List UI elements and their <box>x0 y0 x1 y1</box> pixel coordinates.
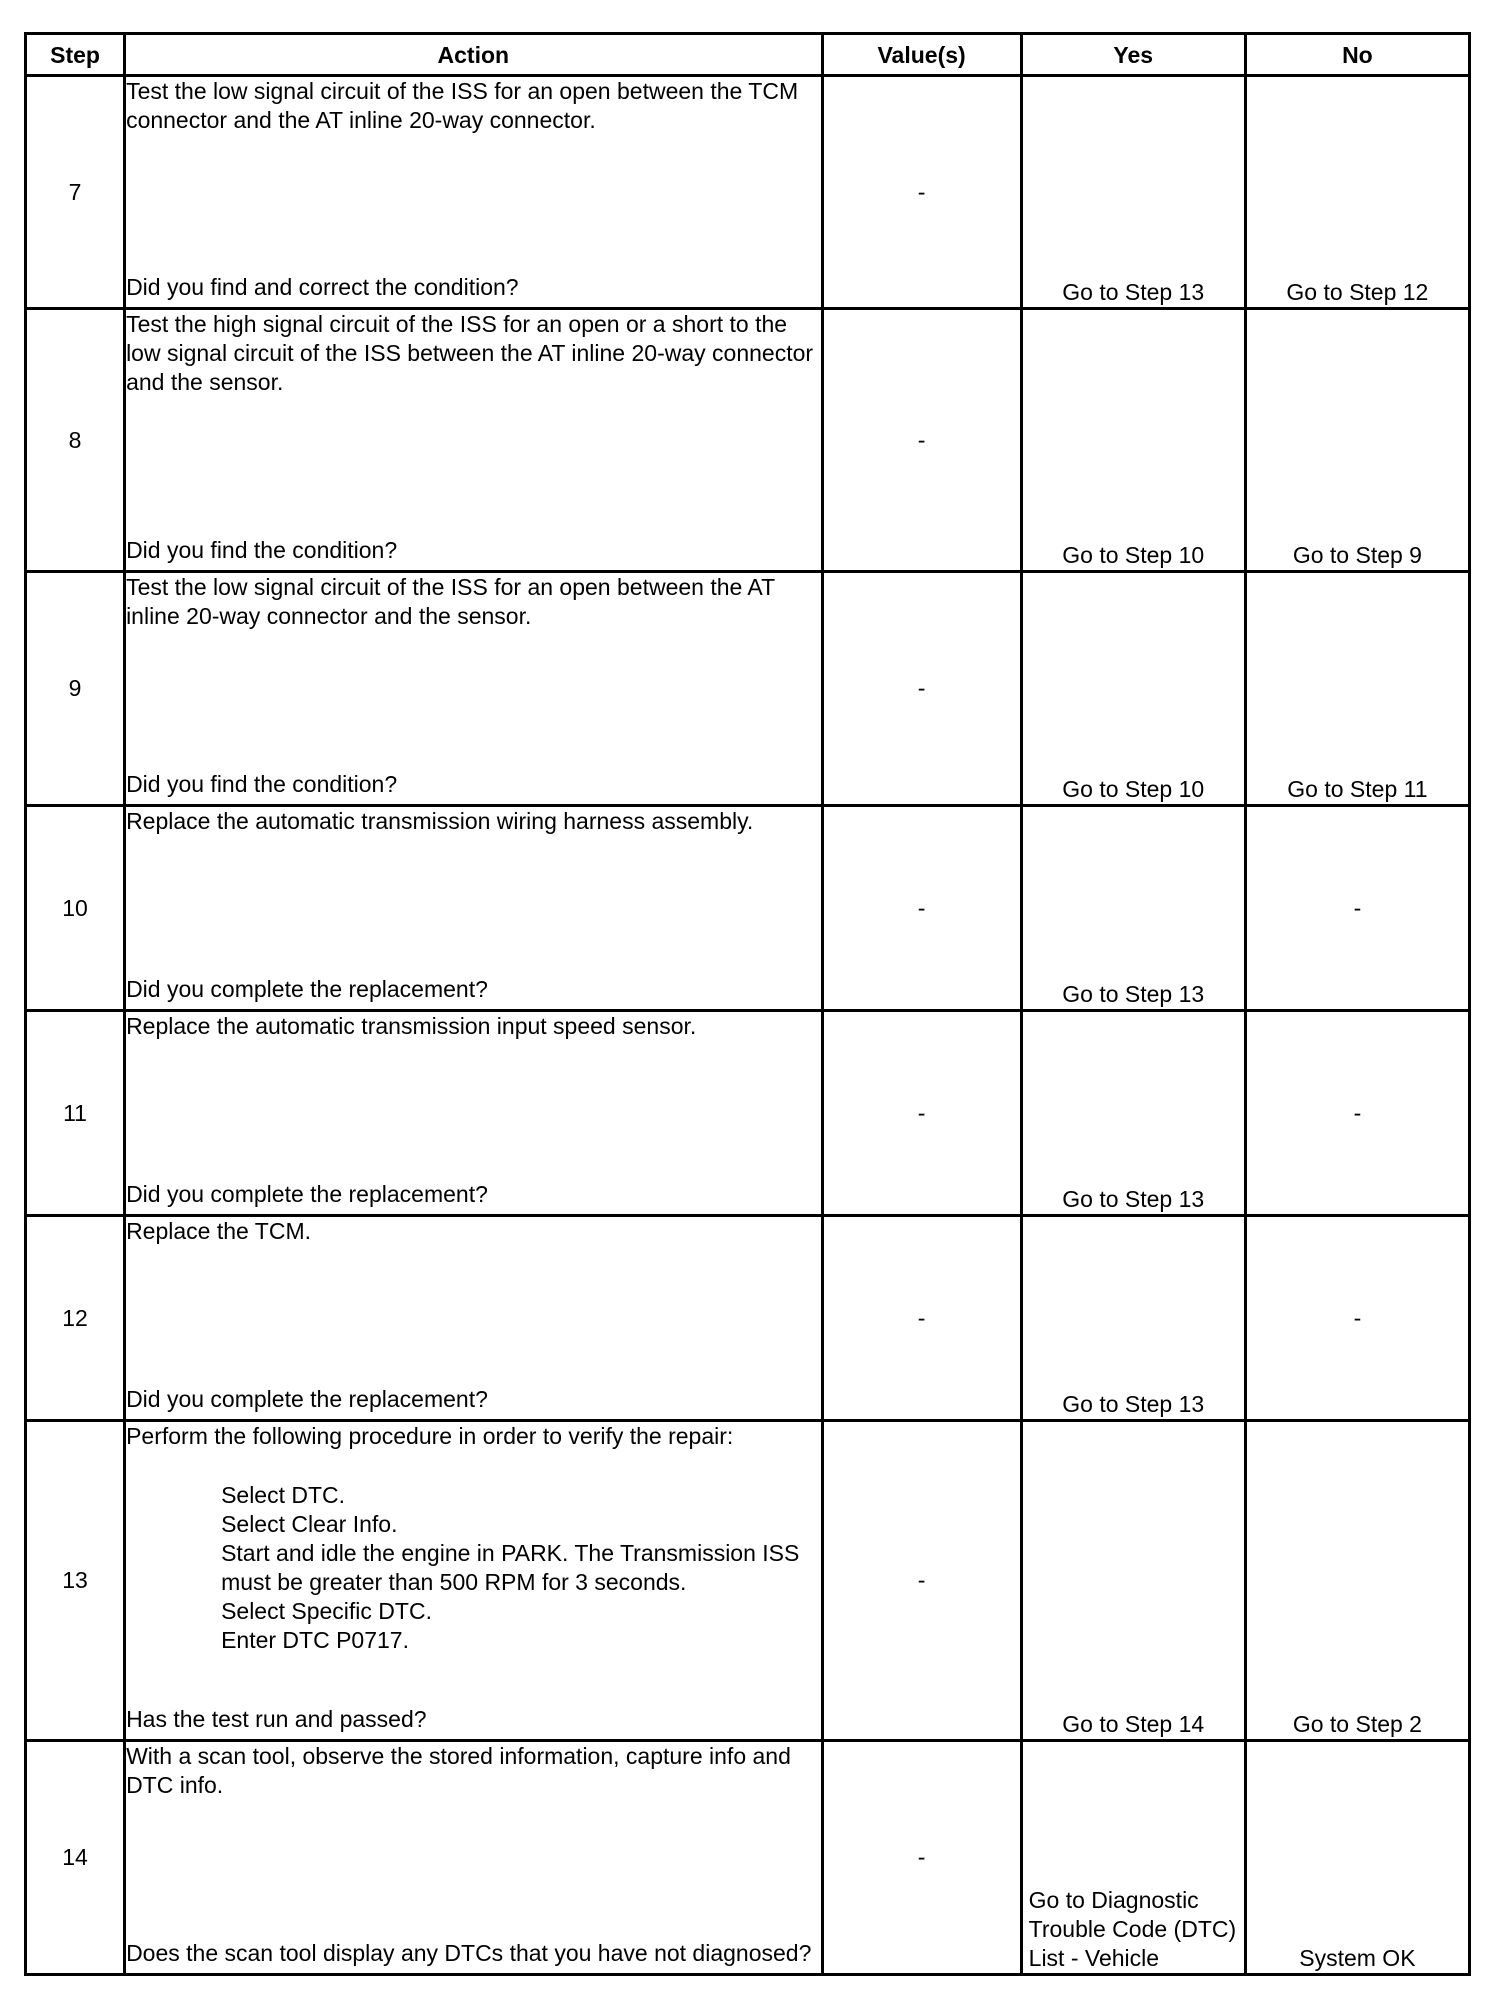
header-yes: Yes <box>1021 34 1245 76</box>
header-values: Value(s) <box>822 34 1021 76</box>
table-row <box>26 806 1470 1011</box>
list-item: Select Specific DTC. <box>221 1598 432 1624</box>
value-cell: - <box>822 1421 1021 1741</box>
action-question: Did you complete the replacement? <box>126 1181 488 1207</box>
step-number: 12 <box>26 1216 125 1421</box>
action-cell <box>125 1216 822 1421</box>
step-number: 11 <box>26 1011 125 1216</box>
action-cell <box>125 76 822 309</box>
action-text: Replace the automatic transmission input speed sensor. <box>126 1013 697 1039</box>
table-row <box>26 309 1470 572</box>
yes-cell: Go to Step 13 <box>1021 76 1245 309</box>
step-number: 9 <box>26 572 125 806</box>
value-cell: - <box>822 76 1021 309</box>
header-step: Step <box>26 34 125 76</box>
action-text: Test the low signal circuit of the ISS for an open between the AT inline 20-way connector and the sensor. <box>126 574 775 629</box>
list-item: Enter DTC P0717. <box>221 1627 409 1653</box>
no-cell: System OK <box>1245 1741 1469 1975</box>
header-row <box>26 34 1470 76</box>
step-number: 10 <box>26 806 125 1011</box>
yes-cell: Go to Step 13 <box>1021 1216 1245 1421</box>
table-row <box>26 1216 1470 1421</box>
action-cell <box>125 1741 822 1975</box>
action-text: Test the low signal circuit of the ISS for an open between the TCM connector and the AT inline 20-way connector. <box>126 78 799 133</box>
list-item: Select Clear Info. <box>221 1511 398 1537</box>
action-question: Did you complete the replacement? <box>126 976 488 1002</box>
step-number: 14 <box>26 1741 125 1975</box>
no-cell: - <box>1245 1011 1469 1216</box>
yes-cell: Go to Step 13 <box>1021 1011 1245 1216</box>
action-cell <box>125 806 822 1011</box>
procedure-list <box>126 1481 820 1655</box>
yes-cell: Go to Step 10 <box>1021 572 1245 806</box>
list-item: Start and idle the engine in PARK. The Transmission ISS must be greater than 500 RPM for 3 seconds. <box>221 1540 800 1595</box>
value-cell: - <box>822 572 1021 806</box>
yes-cell: Go to Step 14 <box>1021 1421 1245 1741</box>
value-cell: - <box>822 1011 1021 1216</box>
header-action: Action <box>125 34 822 76</box>
action-question: Has the test run and passed? <box>126 1706 427 1732</box>
value-cell: - <box>822 806 1021 1011</box>
list-item: Select DTC. <box>221 1482 346 1508</box>
action-cell <box>125 1421 822 1741</box>
step-number: 8 <box>26 309 125 572</box>
action-cell <box>125 572 822 806</box>
step-number: 13 <box>26 1421 125 1741</box>
step-number: 7 <box>26 76 125 309</box>
yes-cell: Go to Step 13 <box>1021 806 1245 1011</box>
header-no: No <box>1245 34 1469 76</box>
table-row <box>26 76 1470 309</box>
value-cell: - <box>822 1741 1021 1975</box>
action-text: Test the high signal circuit of the ISS for an open or a short to the low signal circuit of the ISS between the AT inline 20-way connector and the sensor. <box>126 311 814 395</box>
yes-cell: Go to Diagnostic Trouble Code (DTC) List - Vehicle <box>1021 1741 1245 1975</box>
action-question: Does the scan tool display any DTCs that you have not diagnosed? <box>126 1940 812 1966</box>
action-text: Replace the TCM. <box>126 1218 311 1244</box>
table-row <box>26 1421 1470 1741</box>
value-cell: - <box>822 1216 1021 1421</box>
no-cell: - <box>1245 1216 1469 1421</box>
yes-cell: Go to Step 10 <box>1021 309 1245 572</box>
table-row <box>26 1011 1470 1216</box>
action-question: Did you find the condition? <box>126 537 398 563</box>
no-cell: Go to Step 12 <box>1245 76 1469 309</box>
action-question: Did you find and correct the condition? <box>126 274 519 300</box>
no-cell: Go to Step 9 <box>1245 309 1469 572</box>
action-cell <box>125 1011 822 1216</box>
no-cell: Go to Step 2 <box>1245 1421 1469 1741</box>
action-text: With a scan tool, observe the stored information, capture info and DTC info. <box>126 1743 791 1798</box>
action-cell <box>125 309 822 572</box>
action-question: Did you find the condition? <box>126 771 398 797</box>
action-text: Perform the following procedure in order to verify the repair: <box>126 1423 734 1449</box>
diagnostic-table <box>24 32 1471 1976</box>
no-cell: Go to Step 11 <box>1245 572 1469 806</box>
table-row <box>26 1741 1470 1975</box>
action-text: Replace the automatic transmission wiring harness assembly. <box>126 808 754 834</box>
table-row <box>26 572 1470 806</box>
action-question: Did you complete the replacement? <box>126 1386 488 1412</box>
value-cell: - <box>822 309 1021 572</box>
no-cell: - <box>1245 806 1469 1011</box>
